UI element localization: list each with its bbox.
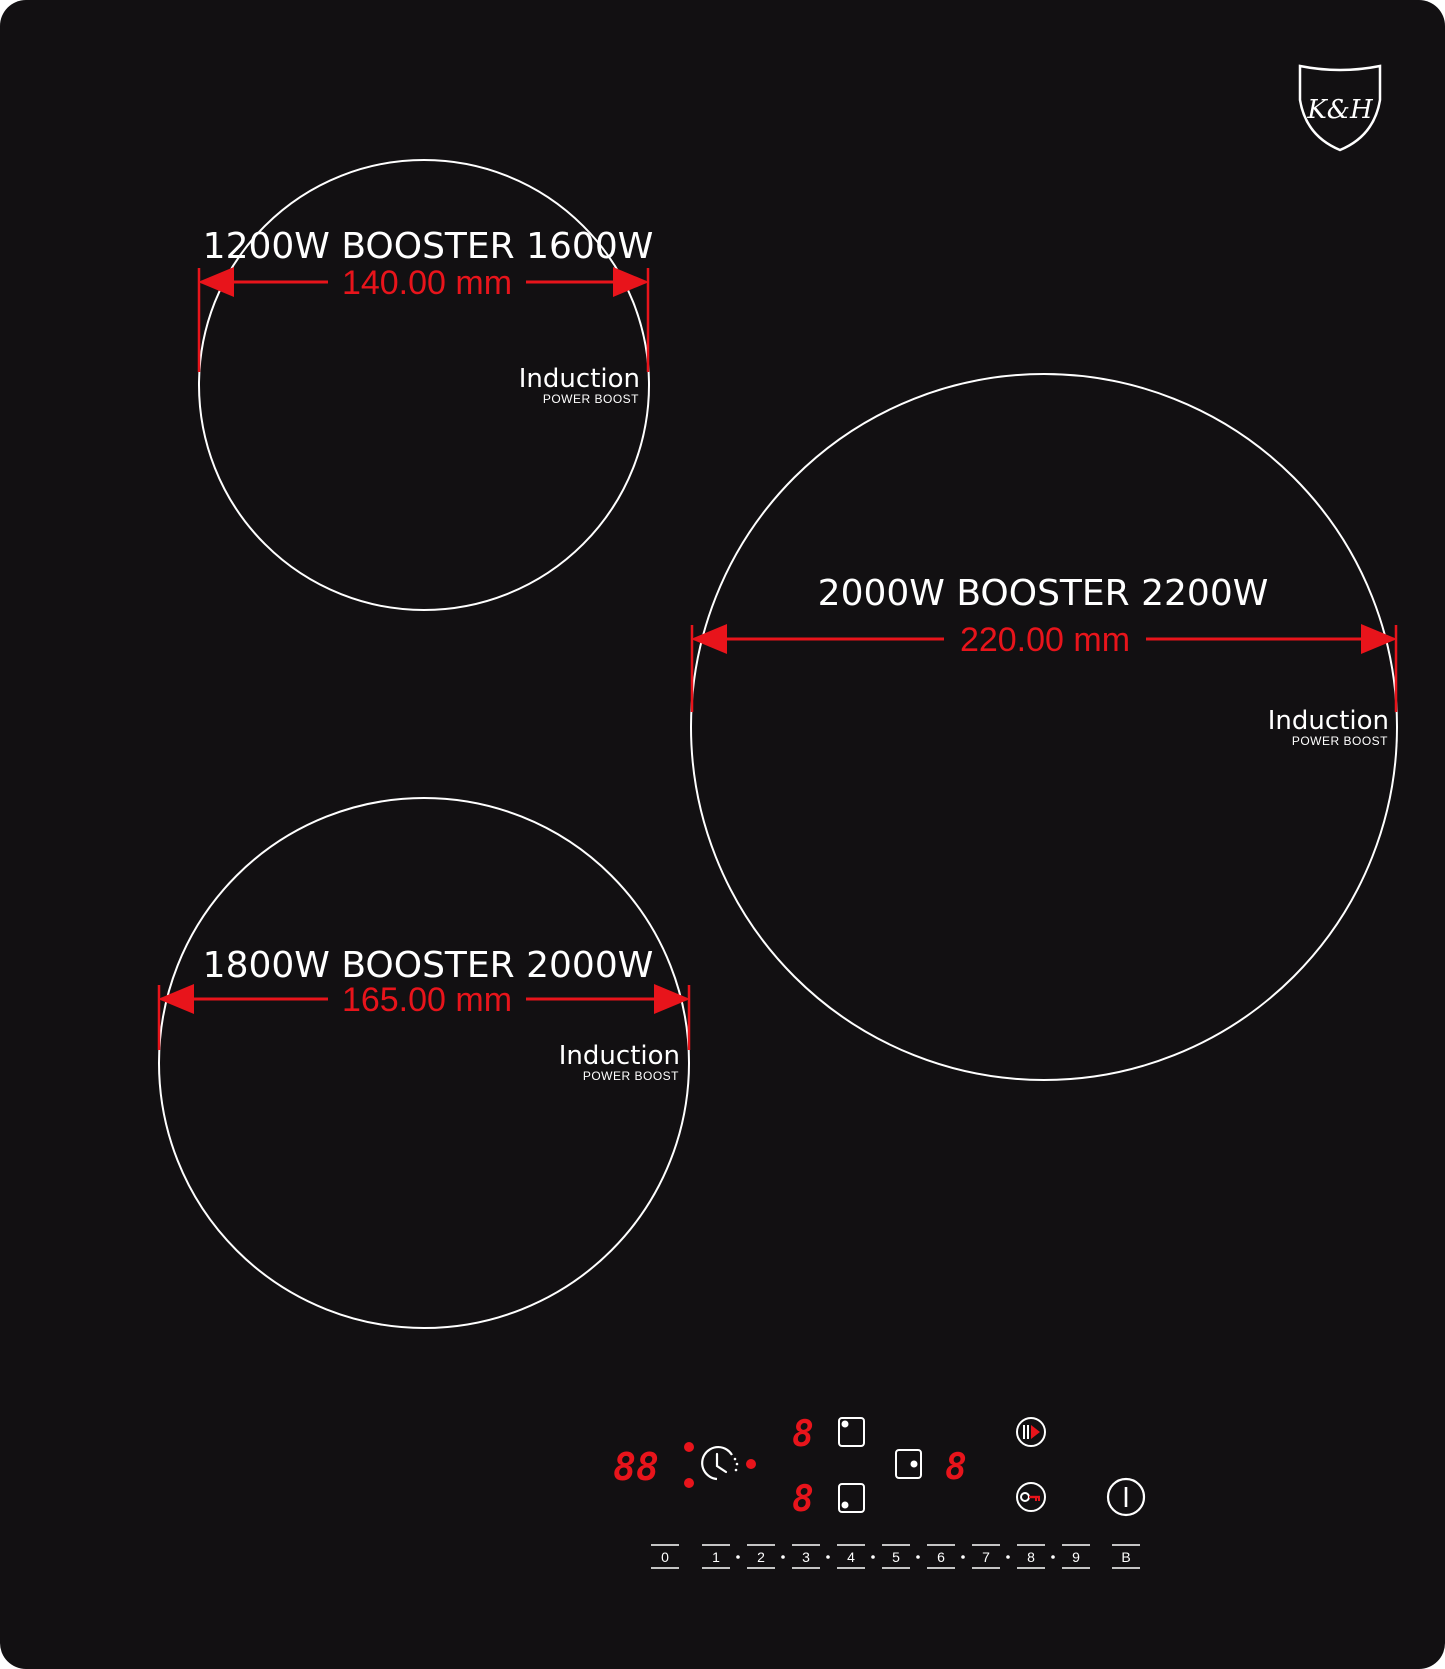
slider-key-0[interactable] — [651, 1545, 679, 1568]
slider-label: 8 — [1027, 1549, 1035, 1565]
slider-label: 2 — [757, 1549, 765, 1565]
slider-key-9[interactable] — [1062, 1545, 1090, 1568]
power-boost-label: POWER BOOST — [1291, 734, 1388, 748]
slider-label: 9 — [1072, 1549, 1080, 1565]
indicator-dot — [684, 1478, 694, 1488]
slider-label: 4 — [847, 1549, 855, 1565]
control-panel — [613, 1414, 1144, 1568]
slider-label: 7 — [982, 1549, 990, 1565]
brand-logo — [1300, 66, 1380, 150]
slider-separator-dot — [736, 1555, 740, 1559]
lock-icon[interactable] — [1017, 1483, 1045, 1511]
slider-label: 3 — [802, 1549, 810, 1565]
indicator-dot — [746, 1459, 756, 1469]
cooking-zone-right[interactable] — [691, 374, 1397, 1080]
induction-label: Induction — [518, 364, 640, 394]
logo-text: K&H — [1307, 95, 1373, 125]
zone-select-bottom-left-icon[interactable] — [839, 1484, 864, 1512]
slider-key-6[interactable] — [927, 1545, 955, 1568]
zone-diameter-label: 165.00 mm — [341, 981, 513, 1019]
cooking-zone-top-left[interactable] — [199, 160, 653, 610]
zone-select-right-icon[interactable] — [896, 1450, 921, 1478]
zone-display-bottom-left: 8 — [792, 1479, 814, 1520]
zone-power-label: 2000W BOOSTER 2200W — [817, 573, 1269, 614]
power-boost-label: POWER BOOST — [542, 392, 639, 406]
zone-select-top-left-icon[interactable] — [839, 1418, 864, 1446]
slider-separator-dot — [916, 1555, 920, 1559]
slider-key-1[interactable] — [702, 1545, 730, 1568]
slider-separator-dot — [1006, 1555, 1010, 1559]
slider-key-2[interactable] — [747, 1545, 775, 1568]
slider-label: 1 — [712, 1549, 720, 1565]
induction-label: Induction — [1267, 706, 1389, 736]
power-icon[interactable] — [1108, 1479, 1144, 1515]
boost-icon[interactable] — [1017, 1418, 1045, 1446]
zone-display-right: 8 — [945, 1447, 967, 1488]
cooking-zone-bottom-left[interactable] — [159, 798, 689, 1328]
slider-key-boost[interactable] — [1112, 1545, 1140, 1568]
power-boost-label: POWER BOOST — [582, 1069, 679, 1083]
zone-display-top-left: 8 — [792, 1414, 814, 1455]
power-level-slider[interactable] — [651, 1545, 1140, 1568]
slider-key-5[interactable] — [882, 1545, 910, 1568]
zone-diameter-label: 220.00 mm — [959, 621, 1131, 659]
slider-label: 6 — [937, 1549, 945, 1565]
zone-power-label: 1200W BOOSTER 1600W — [202, 226, 654, 267]
slider-label: 0 — [661, 1549, 669, 1565]
timer-display: 88 — [613, 1445, 659, 1489]
zone-power-label: 1800W BOOSTER 2000W — [202, 945, 654, 986]
indicator-dot — [684, 1442, 694, 1452]
zone-diameter-label: 140.00 mm — [341, 264, 513, 302]
slider-label: 5 — [892, 1549, 900, 1565]
slider-separator-dot — [871, 1555, 875, 1559]
slider-label: B — [1121, 1549, 1131, 1565]
slider-separator-dot — [781, 1555, 785, 1559]
slider-key-7[interactable] — [972, 1545, 1000, 1568]
slider-key-4[interactable] — [837, 1545, 865, 1568]
clock-icon[interactable] — [702, 1447, 738, 1479]
slider-key-8[interactable] — [1017, 1545, 1045, 1568]
slider-separator-dot — [826, 1555, 830, 1559]
slider-separator-dot — [961, 1555, 965, 1559]
slider-separator-dot — [1051, 1555, 1055, 1559]
induction-label: Induction — [558, 1041, 680, 1071]
slider-key-3[interactable] — [792, 1545, 820, 1568]
